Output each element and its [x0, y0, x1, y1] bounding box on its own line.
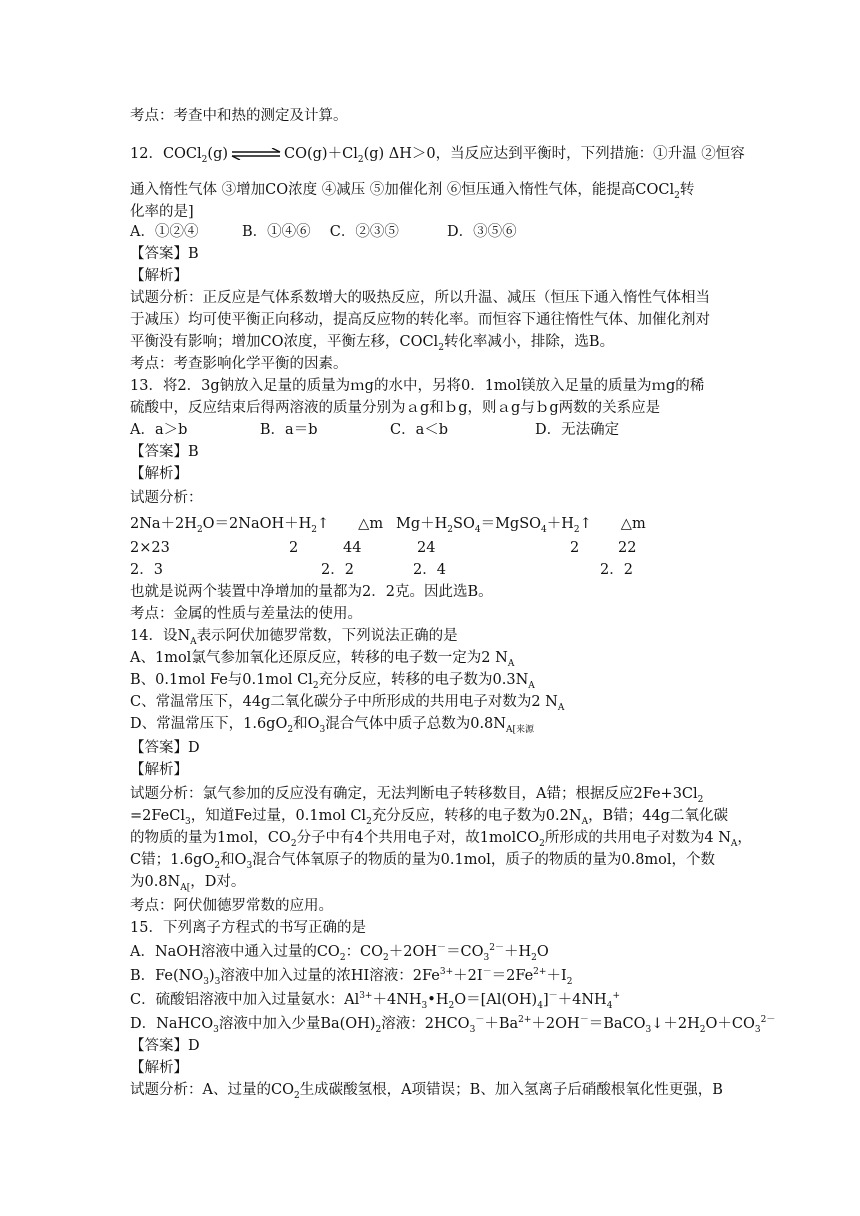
question-12-line-1: 12．COCl$_2$(g) $CO(g)+Cl_2(g)$ ΔH＞0，当反应达到平衡时，下列措施：①升温 ②恒容: [130, 146, 745, 165]
mass-row-1-a: 2×23: [130, 540, 170, 556]
question-15-option-d: D．NaHCO$_3$溶液中加入少量$Ba(OH)_2$溶液：$2HCO_3^-+Ba^{2+}+2OH^-=BaCO_3↓+2H_2O+CO_3^{2-}$: [130, 1015, 776, 1035]
question-13-line-2: 硫酸中，反应结束后得两溶液的质量分别为ａg和ｂg，则ａg与ｂg两数的关系应是: [130, 400, 661, 416]
analysis-12-line-2: 于减压）均可使平衡正向移动，提高反应物的转化率。而恒容下通往惰性气体、加催化剂对: [130, 312, 710, 328]
analysis-14-line-4: C错；$1.6gO_2$和$O_3$混合气体氧原子的物质的量为0.1mol，质子的物质的量为0.8mol，个数: [130, 852, 716, 871]
mass-row-1-d: 24: [417, 540, 436, 556]
analysis-14-line-3: 的物质的量为1mol，$CO_2$分子中有4个共用电子对，故1molCO$_2$所形成的共用电子对数为4 $N_A$，: [130, 830, 752, 849]
analysis-13-intro: 试题分析：: [130, 490, 203, 506]
kaodian-12: 考点：考查影响化学平衡的因素。: [130, 356, 348, 372]
mass-row-1-b: 2: [289, 540, 299, 556]
analysis-heading-14: 【解析】: [130, 762, 188, 778]
mass-row-2-c: 2．4: [413, 562, 446, 578]
question-15-stem: 15．下列离子方程式的书写正确的是: [130, 920, 366, 936]
reaction-equation-mg: $Mg+H_2SO_4=MgSO_4+H_2↑$ △m: [396, 516, 646, 535]
mass-row-1-e: 2: [570, 540, 580, 556]
question-12-line-2: 通入惰性气体 ③增加CO浓度 ④减压 ⑤加催化剂 ⑥恒压通入惰性气体，能提高COCl$_2$转: [130, 182, 695, 201]
analysis-heading-12: 【解析】: [130, 268, 188, 284]
question-15-option-b: B．$Fe(NO_3)_3$溶液中加入过量的浓HI溶液：$2Fe^{3+}+2I^-=2Fe^{2+}+I_2$: [130, 967, 573, 987]
question-13-options: A．a＞b B．a＝b C．a＜b D．无法确定: [130, 422, 620, 438]
question-13-line-1: 13．将2．3g钠放入足量的质量为ｍg的水中，另将0．1mol镁放入足量的质量为ｍg的稀: [130, 378, 705, 394]
question-15-option-c: C．硫酸铝溶液中加入过量氨水：$Al^{3+}+4NH_3•H_2O=[Al(OH)_4]^-+4NH_4^+$: [130, 991, 620, 1011]
question-14-option-b: B、0.1mol Fe与0.1mol $Cl_2$充分反应，转移的电子数为$0.3N_A$: [130, 672, 535, 691]
kaodian-13: 考点：金属的性质与差量法的使用。: [130, 606, 362, 622]
mass-row-2-b: 2．2: [321, 562, 354, 578]
reaction-equation-na: $2Na+2H_2O=2NaOH+H_2↑$ △m: [130, 516, 384, 535]
question-12-line-3: 化率的是]: [130, 204, 194, 220]
answer-13: 【答案】B: [130, 444, 199, 460]
mass-row-2-a: 2．3: [130, 562, 163, 578]
question-15-option-a: A．NaOH溶液中通入过量的$CO_2$：$CO_2+2OH^-=CO_3^{2-}+H_2O$: [130, 943, 549, 963]
mass-row-1-f: 22: [618, 540, 637, 556]
question-14-stem: 14．设$N_A$表示阿伏加德罗常数，下列说法正确的是: [130, 628, 458, 647]
question-14-option-a: A、1mol氯气参加氧化还原反应，转移的电子数一定为2 $N_A$: [130, 650, 515, 669]
answer-12: 【答案】B: [130, 246, 199, 262]
analysis-13-conclusion: 也就是说两个装置中净增加的量都为2．2克。因此选B。: [130, 584, 493, 600]
analysis-14-line-1: 试题分析：氯气参加的反应没有确定，无法判断电子转移数目，A错；根据反应$2Fe+3Cl_2$: [130, 786, 704, 805]
analysis-14-line-5: 为$0.8N_{A[}$，D对。: [130, 874, 246, 893]
kaodian-line: 考点：考查中和热的测定及计算。: [130, 108, 348, 124]
analysis-heading-15: 【解析】: [130, 1060, 188, 1076]
analysis-12-line-1: 试题分析：正反应是气体系数增大的吸热反应，所以升温、减压（恒压下通入惰性气体相当: [130, 290, 710, 306]
answer-14: 【答案】D: [130, 740, 200, 756]
answer-15: 【答案】D: [130, 1038, 200, 1054]
analysis-15-line-1: 试题分析：A、过量的$CO_2$生成碳酸氢根，A项错误；B、加入氢离子后硝酸根氧化性更强，B: [130, 1082, 723, 1101]
question-12-options: A．①②④ B．①④⑥ C．②③⑤ D．③⑤⑥: [130, 224, 517, 240]
analysis-14-line-2: =2FeCl$_3$，知道Fe过量，0.1mol $Cl_2$充分反应，转移的电子数为$0.2N_A$，B错；44g二氧化碳: [130, 808, 728, 827]
mass-row-1-c: 44: [343, 540, 362, 556]
equilibrium-arrow-icon: [228, 148, 284, 160]
question-14-option-c: C、常温常压下，44g二氧化碳分子中所形成的共用电子对数为2 $N_A$: [130, 694, 565, 713]
mass-row-2-d: 2．2: [600, 562, 633, 578]
analysis-heading-13: 【解析】: [130, 466, 188, 482]
question-14-option-d: D、常温常压下，$1.6gO_2$和$O_3$混合气体中质子总数为$0.8N_{A[来源}$: [130, 716, 534, 735]
analysis-12-line-3: 平衡没有影响；增加CO浓度，平衡左移，COCl$_2$转化率减小，排除，选B。: [130, 334, 615, 353]
kaodian-14: 考点：阿伏伽德罗常数的应用。: [130, 898, 333, 914]
